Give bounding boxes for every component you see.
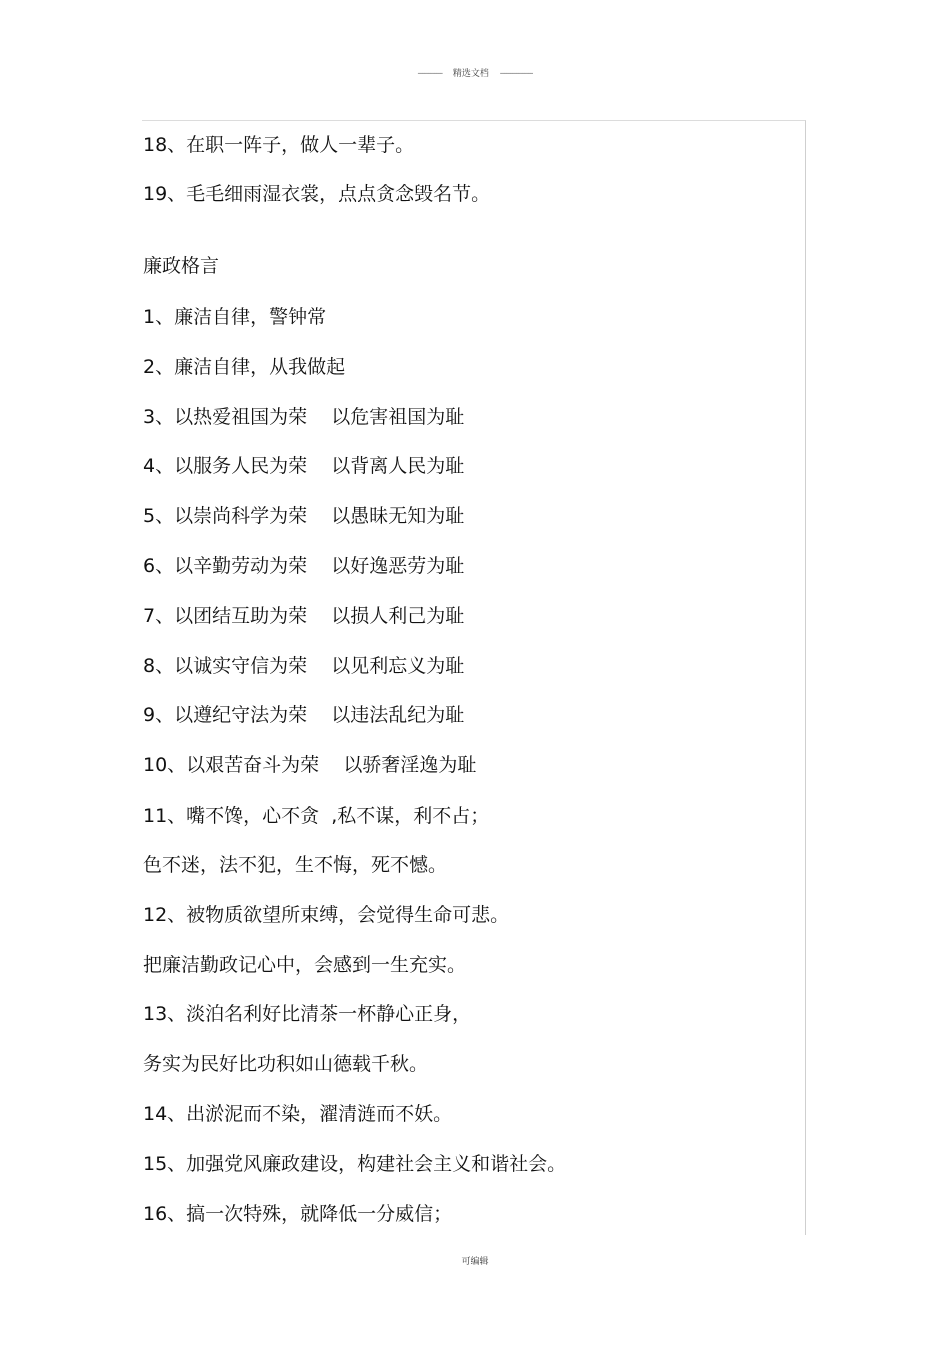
header-title: 精选文档 — [452, 69, 489, 79]
text-line: 18、在职一阵子，做人一辈子。 — [143, 134, 415, 156]
text-line: 13、淡泊名利好比清茶一杯静心正身， — [143, 1003, 472, 1025]
text-line: 10、以艰苦奋斗为荣 以骄奢淫逸为耻 — [143, 754, 477, 776]
header-left-dashes: ------------ — [417, 69, 443, 79]
text-line: 5、以崇尚科学为荣 以愚昧无知为耻 — [143, 505, 465, 527]
text-line: 16、搞一次特殊，就降低一分威信； — [143, 1203, 453, 1225]
text-line: 2、廉洁自律，从我做起 — [143, 356, 346, 378]
text-line: 3、以热爱祖国为荣 以危害祖国为耻 — [143, 406, 465, 428]
text-line: 把廉洁勤政记心中，会感到一生充实。 — [143, 954, 467, 976]
text-line: 9、以遵纪守法为荣 以违法乱纪为耻 — [143, 704, 465, 726]
text-line: 7、以团结互助为荣 以损人利己为耻 — [143, 605, 465, 627]
section-heading: 廉政格言 — [143, 255, 220, 277]
page-footer: 可编辑 — [461, 1257, 489, 1267]
text-line: 14、出淤泥而不染，濯清涟而不妖。 — [143, 1103, 453, 1125]
text-line: 4、以服务人民为荣 以背离人民为耻 — [143, 455, 465, 477]
text-line: 19、毛毛细雨湿衣裳，点点贪念毁名节。 — [143, 183, 491, 205]
text-line: 6、以辛勤劳动为荣 以好逸恶劳为耻 — [143, 555, 465, 577]
text-line: 务实为民好比功积如山德载千秋。 — [143, 1053, 429, 1075]
text-line: 15、加强党风廉政建设，构建社会主义和谐社会。 — [143, 1153, 567, 1175]
header-right-dashes: ---------------- — [499, 69, 533, 79]
text-line: 1、廉洁自律，警钟常 — [143, 306, 327, 328]
text-line: 色不迷，法不犯，生不悔，死不憾。 — [143, 854, 448, 876]
text-line: 11、嘴不馋，心不贪 ,私不谋，利不占； — [143, 805, 490, 827]
page-header — [0, 66, 950, 79]
text-line: 8、以诚实守信为荣 以见利忘义为耻 — [143, 655, 465, 677]
text-line: 12、被物质欲望所束缚，会觉得生命可悲。 — [143, 904, 510, 926]
